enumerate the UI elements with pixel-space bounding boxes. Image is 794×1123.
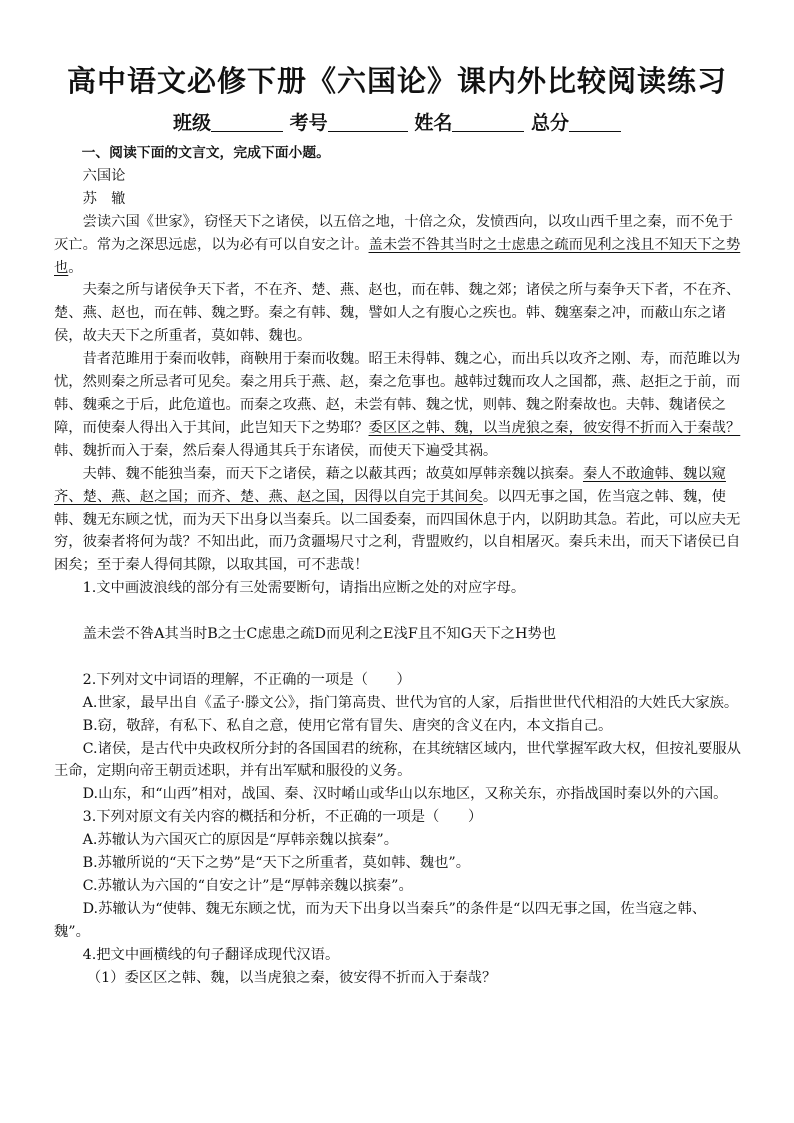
underlined-sentence-2: 秦人不敢逾韩、魏以窥齐、楚、燕、赵之国；而齐、楚、燕、赵之国，因得以自完于其间矣 <box>54 465 726 505</box>
passage-paragraph-2: 夫秦之所与诸侯争天下者，不在齐、楚、燕、赵也，而在韩、魏之郊；诸侯之所与秦争天下者，不在齐、楚、燕、赵也，而在韩、魏之野。秦之有韩、魏，譬如人之有腹心之疾也。韩、魏塞秦之冲，而蔽山东之诸侯，故夫天下之所重者，莫如韩、魏也。 <box>54 282 741 345</box>
wavy-line-segment: 盖未尝不咎其当时之士虑患之疏而见利之浅且不知天下之势也 <box>54 236 741 276</box>
question-4-sub-1: （1）委区区之韩、魏，以当虎狼之秦，彼安得不折而入于秦哉？ <box>86 969 497 986</box>
question-2-option-b: B.窃，敬辞，有私下、私自之意，使用它常有冒失、唐突的含义在内，本文指自己。 <box>82 717 613 734</box>
underlined-sentence-1: 委区区之韩、魏，以当虎狼之秦，彼安得不折而入于秦哉？ <box>368 419 741 436</box>
passage-paragraph-3 <box>54 348 742 463</box>
passage-text: 。 <box>68 259 83 276</box>
page-title: 高中语文必修下册《六国论》课内外比较阅读练习 <box>66 64 727 98</box>
text-title: 六国论 <box>82 167 126 184</box>
question-3-option-b: B.苏辙所说的“天下之势”是“天下之所重者，莫如韩、魏也”。 <box>82 855 471 872</box>
name-blank[interactable] <box>452 111 524 132</box>
question-2-option-d: D.山东，和“山西”相对，战国、秦、汉时崤山或华山以东地区，又称关东，亦指战国时秦以外的六国。 <box>82 786 728 803</box>
question-2-option-a: A.世家，最早出自《孟子·滕文公》，指门第高贵、世代为官的人家，后指世世代代相沿的大姓氏大家族。 <box>82 694 739 711</box>
class-label: 班级 <box>173 112 212 134</box>
question-3-stem: 3.下列对原文有关内容的概括和分析，不正确的一项是（ ） <box>82 809 483 826</box>
passage-text: 夫韩、魏不能独当秦，而天下之诸侯，藉之以蔽其西；故莫如厚韩亲魏以摈秦。 <box>82 465 583 482</box>
passage-text: 昔者范雎用于秦而收韩，商鞅用于秦而收魏。昭王未得韩、魏之心，而出兵以攻齐之刚、寿，而范雎以为忧，然则秦之所忌者可见矣。秦之用兵于燕、赵，秦之危事也。越韩过魏而攻人之国都，燕、赵拒之于前，而韩、魏乘之于后，此危道也。而秦之攻燕、赵，未尝有韩、魏之忧，则韩、魏之附秦故也。夫韩、魏诸侯之障，而使秦人得出入于其间，此岂知天下之势耶？ <box>54 351 741 436</box>
section-heading: 一、阅读下面的文言文，完成下面小题。 <box>81 145 330 161</box>
name-label: 姓名 <box>414 112 453 134</box>
question-3-option-a: A.苏辙认为六国灭亡的原因是“厚韩亲魏以摈秦”。 <box>82 832 399 849</box>
passage-text: 尝读六国《世家》，窃怪天下之诸侯，以五倍之地，十倍之众，发愤西向，以攻山西千里之秦，而不免于灭亡。常为之深思远虑，以为必有可以自安之计。 <box>54 213 734 253</box>
passage-text: 韩、魏折而入于秦，然后秦人得通其兵于东诸侯，而使天下遍受其祸。 <box>54 442 498 459</box>
passage-paragraph-1 <box>54 211 742 280</box>
document-content <box>54 142 742 990</box>
score-label: 总分 <box>530 112 569 134</box>
class-blank[interactable] <box>211 111 283 132</box>
score-blank[interactable] <box>569 111 621 132</box>
question-4-stem: 4.把文中画横线的句子翻译成现代汉语。 <box>82 946 340 963</box>
student-info-line <box>0 109 794 137</box>
number-blank[interactable] <box>328 111 408 132</box>
question-2-stem: 2.下列对文中词语的理解，不正确的一项是（ ） <box>82 671 411 688</box>
question-3-option-d: D.苏辙认为“使韩、魏无东顾之忧，而为天下出身以当秦兵”的条件是“以四无事之国，佐当寇之韩、魏”。 <box>54 900 707 940</box>
passage-text: 。以四无事之国，佐当寇之韩、魏，使韩、魏无东顾之忧，而为天下出身以当秦兵。以二国委秦，而四国休息于内，以阴助其急。若此，可以应夫无穷，彼秦者将何为哉？不知出此，而乃贪疆埸尺寸之利，背盟败约，以自相屠灭。秦兵未出，而天下诸侯已自困矣；至于秦人得伺其隙，以取其国，可不悲哉！ <box>54 488 741 574</box>
question-2-option-c: C.诸侯，是古代中央政权所分封的各国国君的统称，在其统辖区域内，世代掌握军政大权，但按礼要服从王命，定期向帝王朝贡述职，并有出军赋和服役的义务。 <box>54 740 741 780</box>
question-3-option-c: C.苏辙认为六国的“自安之计”是“厚韩亲魏以摈秦”。 <box>82 877 413 894</box>
question-1-marked-text: 盖未尝不咎A其当时B之士C虑患之疏D而见利之E浅F且不知G天下之H势也 <box>82 626 557 643</box>
text-author: 苏 辙 <box>82 190 126 207</box>
question-1-stem: 1.文中画波浪线的部分有三处需要断句，请指出应断之处的对应字母。 <box>82 580 526 597</box>
number-label: 考号 <box>289 112 328 134</box>
passage-paragraph-4 <box>54 463 742 578</box>
